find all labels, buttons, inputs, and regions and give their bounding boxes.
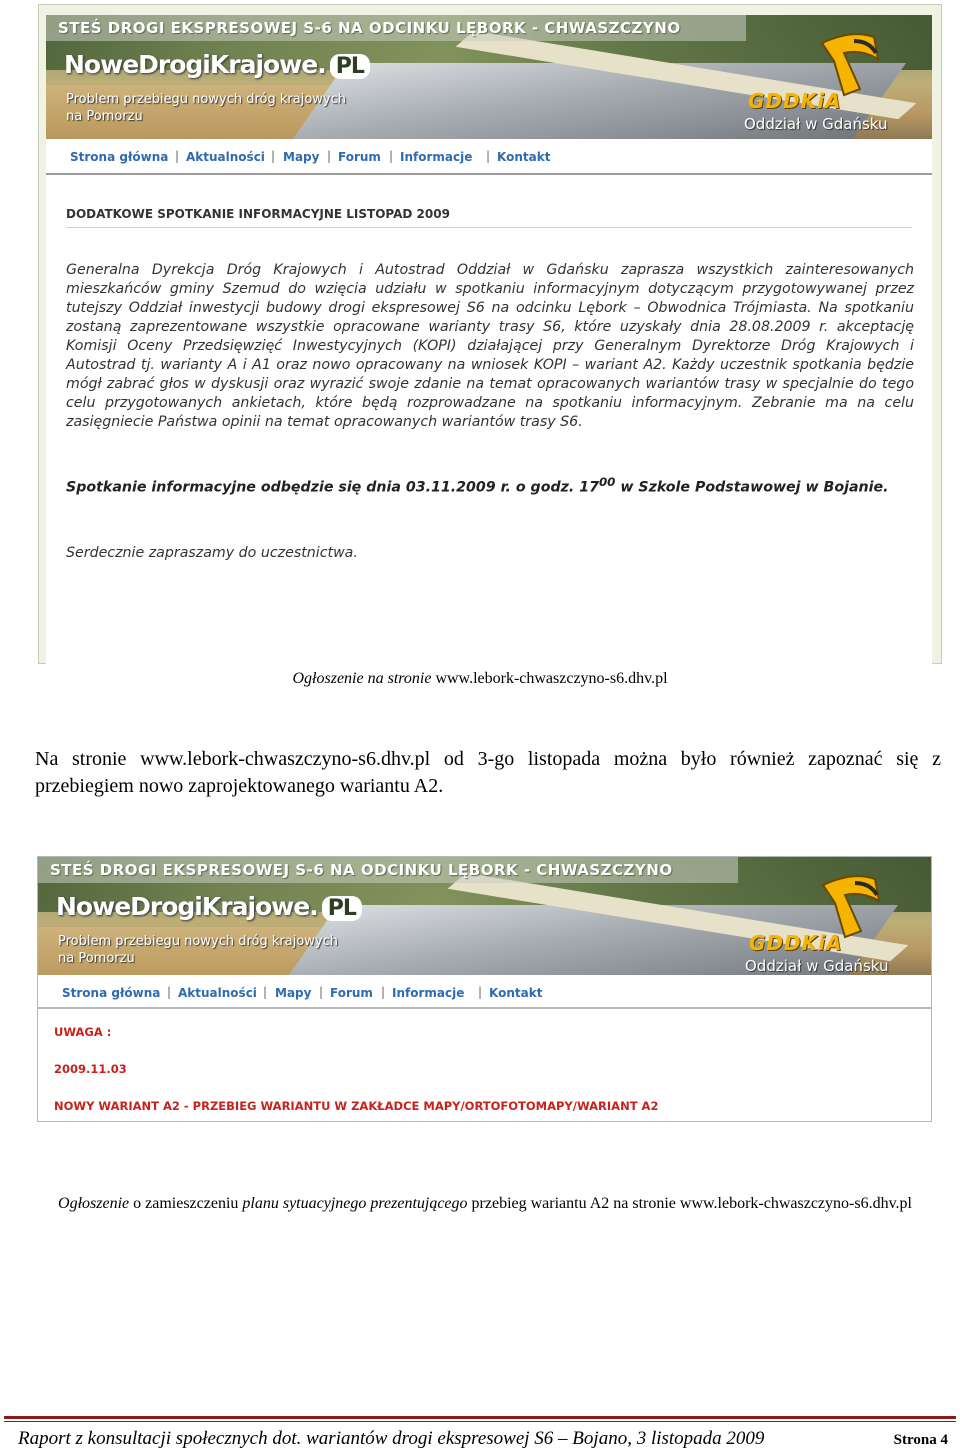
site-brand: NoweDrogiKrajowe. PL [64, 50, 370, 79]
nav-maps[interactable]: Mapy [283, 150, 320, 164]
logo-department: Oddział w Gdańsku [744, 115, 888, 133]
news-headline[interactable]: NOWY WARIANT A2 - PRZEBIEG WARIANTU W ZAKŁADCE MAPY/ORTOFOTOMAPY/WARIANT A2 [54, 1099, 659, 1113]
site-banner [38, 857, 932, 975]
gddkia-logo [744, 29, 914, 137]
gddkia-logo [745, 871, 915, 975]
website-screenshot-announcement [38, 4, 942, 664]
caption-announcement: Ogłoszenie na stronie www.lebork-chwaszczyno-s6.dhv.pl [292, 670, 668, 687]
announcement-body: Generalna Dyrekcja Dróg Krajowych i Autostrad Oddział w Gdańsku zaprasza wszystkich zainteresowanych mieszkańców gminy Szemud do wzięcia udziału w spotkaniu informacyjnym dotyczącym przygotowywanej przez tutejszy Oddział inwestycji budowy drogi ekspresowej S6 na odcinku Lębork – Obwodnica Trójmiasta. Na spotkaniu zostaną zaprezentowane wszystkie opracowane warianty trasy S6, które uzyskały dnia 28.08.2009 r. akceptację Komisji Oceny Przedsięwzięć Inwestycyjnych (KOPI) działającej przy Generalnym Dyrektorze Dróg Krajowych i Autostrad tj. warianty A i A1 oraz nowo opracowany na wniosek KOPI – wariant A2. Każdy uczestnik spotkania będzie mógł zabrać głos w dyskusji oraz wyrazić swoje zdanie na temat opracowanych wariantów trasy w specjalnie do tego celu przygotowanych ankietach, które będą rozprowadzane na spotkaniu informacyjnym. Zebranie ma na celu zasięgniecie Państwa opinii na temat opracowanych wariantów trasy S6. [66, 262, 914, 430]
logo-name: GDDKiA [748, 89, 842, 113]
site-banner [46, 15, 932, 139]
news-date: 2009.11.03 [54, 1062, 127, 1076]
site-subtitle: Problem przebiegu nowych dróg krajowych na Pomorzu [66, 92, 346, 124]
banner-strip-text: STEŚ DROGI EKSPRESOWEJ S-6 NA ODCINKU LĘBORK - CHWASZCZYNO [58, 19, 681, 37]
brand-tld-badge: PL [330, 54, 370, 79]
nav-forum[interactable]: Forum [338, 150, 381, 164]
footer-rule-thin [4, 1421, 956, 1422]
site-brand: NoweDrogiKrajowe. PL [56, 892, 362, 921]
announcement-heading: DODATKOWE SPOTKANIE INFORMACYJNE LISTOPAD 2009 [66, 207, 450, 221]
meeting-info: Spotkanie informacyjne odbędzie się dnia 03.11.2009 r. o godz. $17^{00}$ w Szkole Podstawowej w Bojanie. [66, 475, 889, 496]
news-content [38, 1011, 932, 1122]
page-number: Strona 4 [893, 1432, 948, 1448]
nav-info[interactable]: Informacje [392, 986, 465, 1000]
footer-rule [4, 1416, 956, 1419]
nav-contact[interactable]: Kontakt [497, 150, 551, 164]
nav-home[interactable]: Strona główna [62, 986, 161, 1000]
nav-home[interactable]: Strona główna [70, 150, 169, 164]
alert-label: UWAGA : [54, 1025, 112, 1039]
nav-maps[interactable]: Mapy [275, 986, 312, 1000]
site-nav: Strona główna | Aktualności | Mapy | Forum | Informacje | Kontakt [46, 139, 932, 175]
site-nav: Strona główna | Aktualności | Mapy | Forum | Informacje | Kontakt [38, 975, 932, 1009]
divider [66, 227, 912, 228]
brand-tld-badge: PL [322, 896, 362, 921]
nav-contact[interactable]: Kontakt [489, 986, 543, 1000]
nav-news[interactable]: Aktualności [186, 150, 265, 164]
caption-variant-a2: Ogłoszenie o zamieszczeniu planu sytuacyjnego prezentującego przebieg wariantu A2 na stronie www.lebork-chwaszczyno-s6.dhv.pl [58, 1195, 912, 1212]
footer-report-title: Raport z konsultacji społecznych dot. wariantów drogi ekspresowej S6 – Bojano, 3 listopada 2009 [18, 1428, 765, 1449]
nav-info[interactable]: Informacje [400, 150, 473, 164]
nav-forum[interactable]: Forum [330, 986, 373, 1000]
announcement-closing: Serdecznie zapraszamy do uczestnictwa. [66, 545, 358, 561]
nav-news[interactable]: Aktualności [178, 986, 257, 1000]
website-screenshot-variant-a2 [37, 856, 932, 1122]
body-paragraph: Na stronie www.lebork-chwaszczyno-s6.dhv.pl od 3-go listopada można było również zapoznać się z przebiegiem nowo zaprojektowanego wariantu A2. [35, 748, 941, 797]
site-subtitle: Problem przebiegu nowych dróg krajowych na Pomorzu [58, 934, 338, 966]
logo-department: Oddział w Gdańsku [745, 957, 889, 975]
banner-strip-text: STEŚ DROGI EKSPRESOWEJ S-6 NA ODCINKU LĘBORK - CHWASZCZYNO [50, 861, 673, 879]
logo-name: GDDKiA [749, 931, 843, 955]
